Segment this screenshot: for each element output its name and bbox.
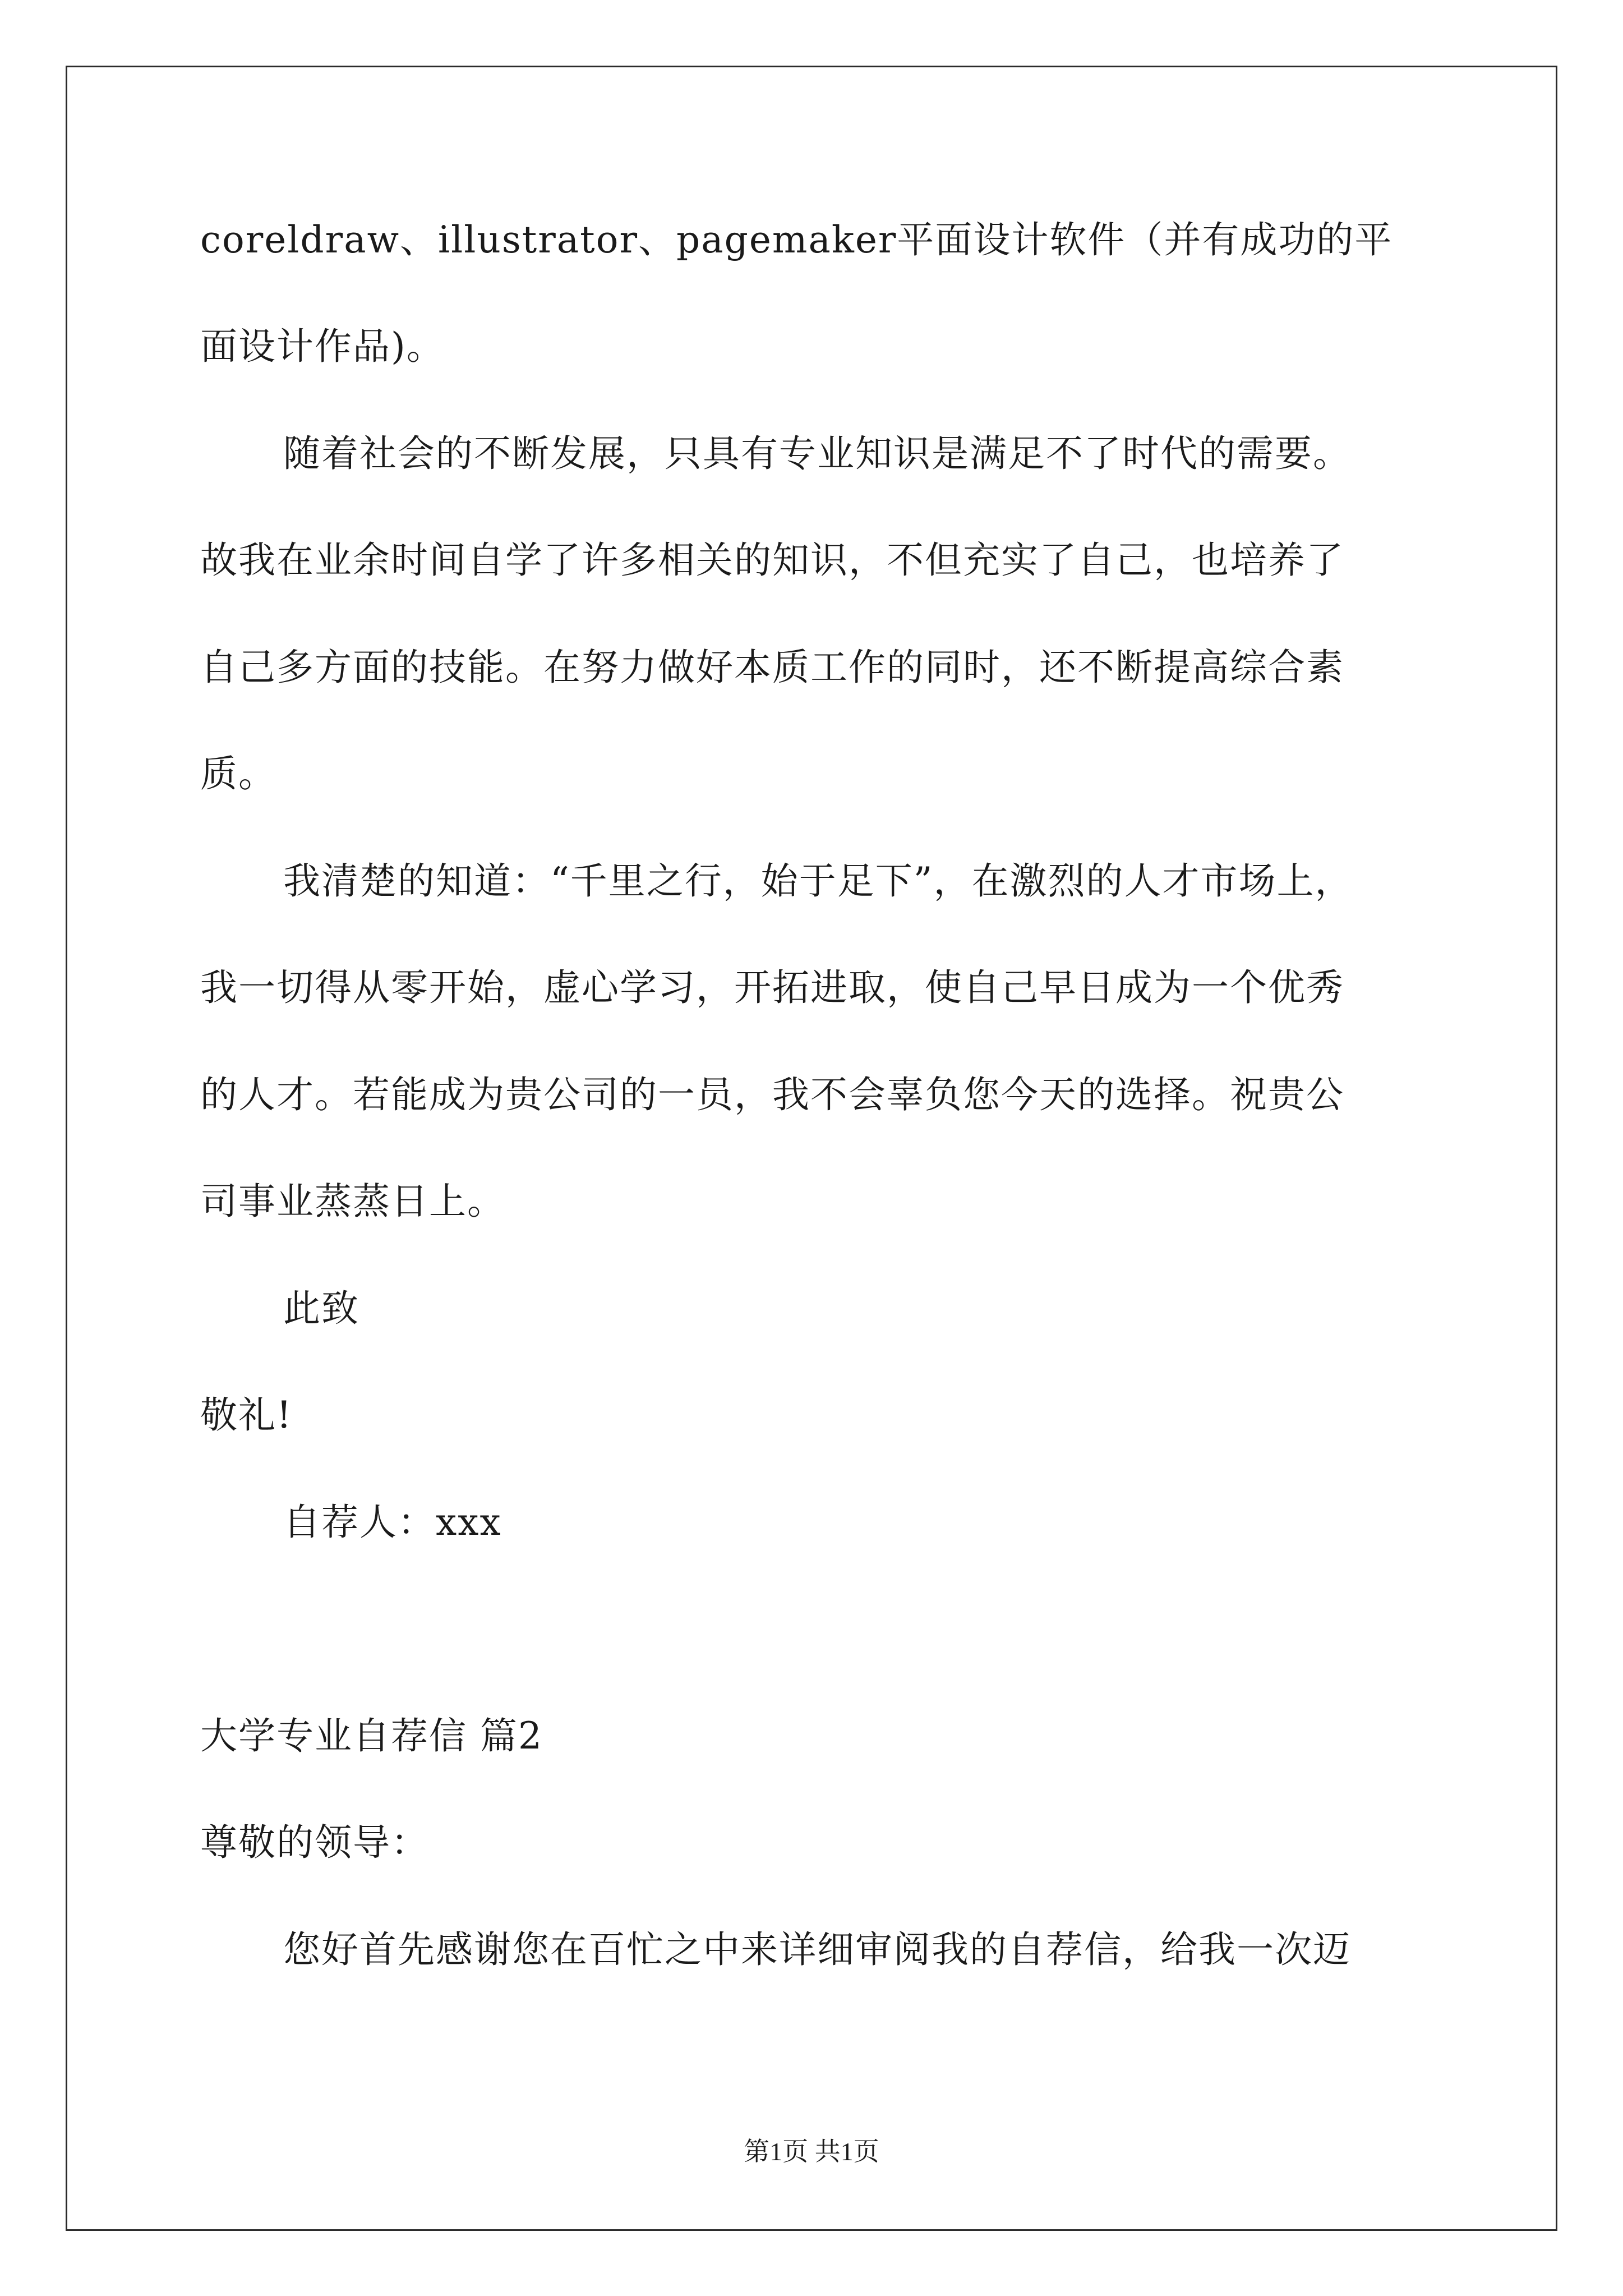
paragraph-line: 面设计作品)。 [200,325,445,368]
closing-line: 此致 [283,1287,359,1330]
page-footer: 第1页 共1页 [744,2137,879,2166]
paragraph-line: 自己多方面的技能。在努力做好本质工作的同时，还不断提高综合素 [200,646,1344,689]
paragraph-line: coreldraw、illustrator、pagemaker平面设计软件（并有成功的平 [200,218,1393,261]
paragraph-line: 的人才。若能成为贵公司的一员，我不会辜负您今天的选择。祝贵公 [200,1073,1344,1116]
signature-line: 自荐人：xxx [283,1501,502,1544]
page-border [66,66,1557,2231]
paragraph-line: 司事业蒸蒸日上。 [200,1180,505,1223]
paragraph-line: 随着社会的不断发展，只具有专业知识是满足不了时代的需要。 [283,432,1351,475]
paragraph-line: 故我在业余时间自学了许多相关的知识，不但充实了自己，也培养了 [200,539,1344,582]
salutation-line: 敬礼! [200,1393,293,1437]
greeting-line: 尊敬的领导： [200,1821,429,1864]
paragraph-line: 质。 [200,752,276,795]
paragraph-line: 我清楚的知道：“千里之行，始于足下”，在激烈的人才市场上， [283,859,1353,903]
section-title: 大学专业自荐信 篇2 [200,1714,543,1757]
paragraph-line: 我一切得从零开始，虚心学习，开拓进取，使自己早日成为一个优秀 [200,966,1344,1009]
paragraph-line: 您好首先感谢您在百忙之中来详细审阅我的自荐信，给我一次迈 [283,1928,1351,1971]
